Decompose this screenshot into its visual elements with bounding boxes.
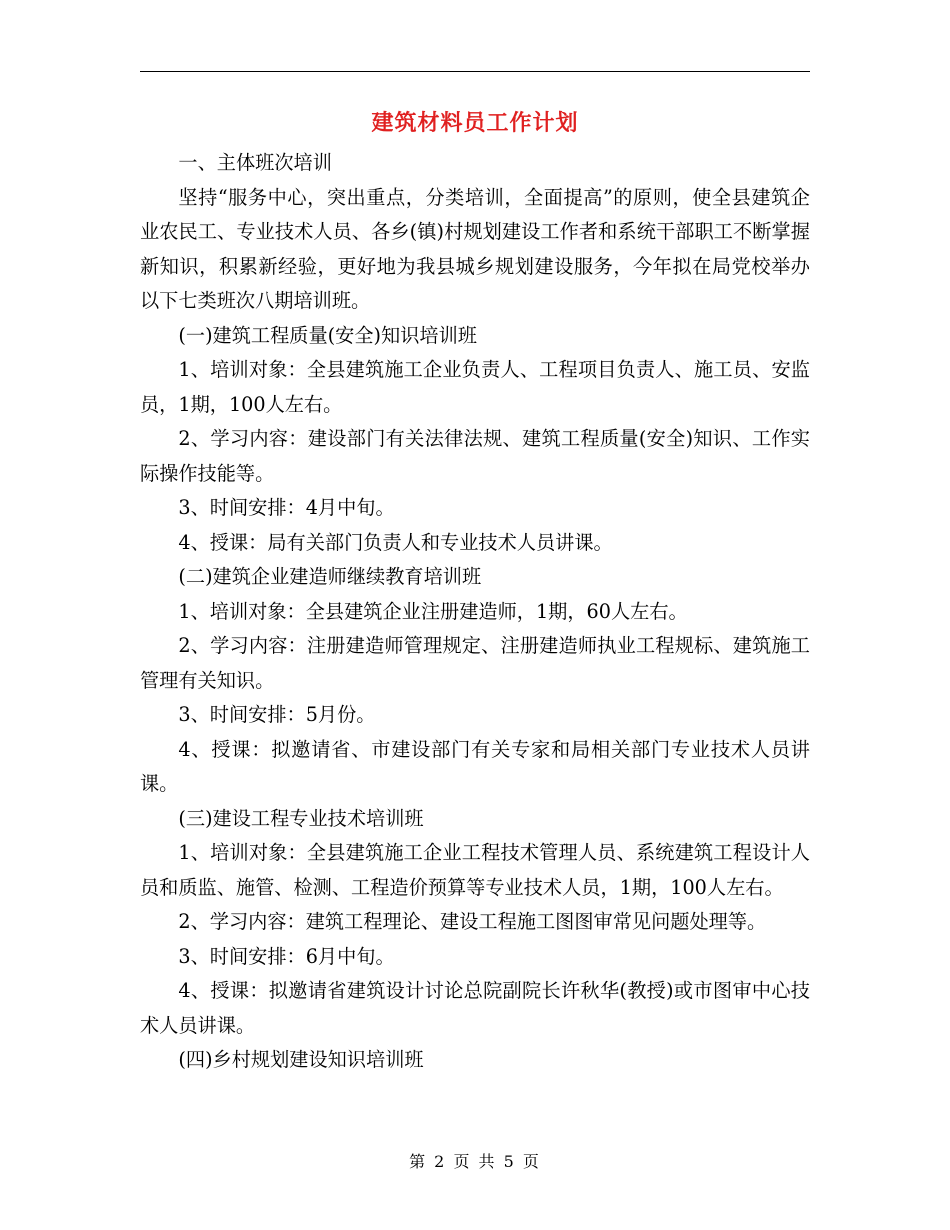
document-title: 建筑材料员工作计划 xyxy=(371,111,579,136)
list-item: 3、时间安排：5月份。 xyxy=(178,703,376,726)
page-number: 第 2 页 共 5 页 xyxy=(409,1152,541,1171)
document-body xyxy=(140,146,810,1078)
list-item: 3、时间安排：4月中旬。 xyxy=(178,496,395,519)
subsection-heading: (二)建筑企业建造师继续教育培训班 xyxy=(178,565,482,588)
list-item: 2、学习内容：建筑工程理论、建设工程施工图图审常见问题处理等。 xyxy=(178,910,767,933)
subsection-heading: (四)乡村规划建设知识培训班 xyxy=(178,1048,424,1071)
list-item: 2、学习内容：建设部门有关法律法规、建筑工程质量(安全)知识、工作实际操作技能等。 xyxy=(140,427,810,485)
subsection-heading: (三)建设工程专业技术培训班 xyxy=(178,806,424,830)
list-item: 4、授课：拟邀请省、市建设部门有关专家和局相关部门专业技术人员讲课。 xyxy=(140,737,810,795)
list-item: 3、时间安排：6月中旬。 xyxy=(178,944,395,968)
list-item: 4、授课：局有关部门负责人和专业技术人员讲课。 xyxy=(178,530,613,554)
subsection-heading: (一)建筑工程质量(安全)知识培训班 xyxy=(178,323,477,347)
list-item: 1、培训对象：全县建筑企业注册建造师，1期，60人左右。 xyxy=(178,599,688,623)
list-item: 1、培训对象：全县建筑施工企业负责人、工程项目负责人、施工员、安监员，1期，100人左右。 xyxy=(140,358,810,416)
section-heading: 一、主体班次培训 xyxy=(178,151,332,174)
list-item: 2、学习内容：注册建造师管理规定、注册建造师执业工程规标、建筑施工管理有关知识。 xyxy=(140,634,810,692)
header-rule xyxy=(140,71,810,72)
list-item: 1、培训对象：全县建筑施工企业工程技术管理人员、系统建筑工程设计人员和质监、施管、检测、工程造价预算等专业技术人员，1期，100人左右。 xyxy=(140,841,810,899)
list-item: 4、授课：拟邀请省建筑设计讨论总院副院长许秋华(教授)或市图审中心技术人员讲课。 xyxy=(140,979,810,1037)
intro-paragraph: 坚持“服务中心，突出重点，分类培训，全面提高”的原则，使全县建筑企业农民工、专业技术人员、各乡(镇)村规划建设工作者和系统干部职工不断掌握新知识，积累新经验，更好地为我县城乡规划建设服务，今年拟在局党校举办以下七类班次八期培训班。 xyxy=(140,185,810,312)
